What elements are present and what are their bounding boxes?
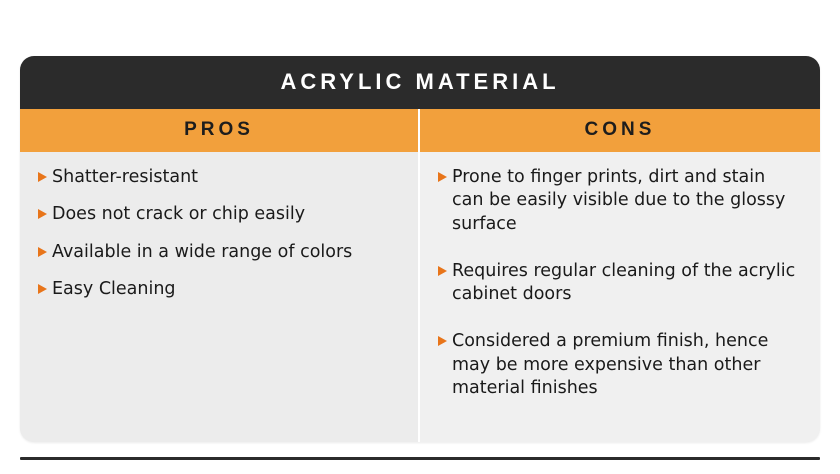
list-item [38, 203, 400, 226]
columns-body [20, 152, 820, 442]
triangle-right-icon [38, 209, 52, 219]
triangle-right-icon [38, 247, 52, 257]
list-item [438, 166, 802, 236]
list-item [438, 260, 802, 307]
cons-item-text: Prone to finger prints, dirt and stain can be easily visible due to the glossy surface [452, 167, 786, 234]
cons-item-text: Requires regular cleaning of the acrylic cabinet doors [452, 260, 796, 305]
triangle-right-icon [438, 266, 452, 276]
list-item [38, 166, 400, 189]
pros-column [20, 152, 420, 442]
list-item [38, 241, 400, 264]
pros-item-text: Easy Cleaning [52, 278, 176, 299]
triangle-right-icon [438, 172, 452, 182]
footer-divider [20, 457, 820, 460]
cons-column [420, 152, 820, 442]
cons-item-text: Considered a premium finish, hence may be more expensive than other material finishes [452, 331, 769, 398]
triangle-right-icon [38, 172, 52, 182]
triangle-right-icon [38, 284, 52, 294]
column-headers [20, 109, 820, 152]
cons-column-header: CONS [584, 119, 656, 140]
triangle-right-icon [438, 336, 452, 346]
pros-column-header: PROS [20, 109, 420, 152]
pros-item-text: Shatter-resistant [52, 167, 199, 187]
list-item [38, 278, 400, 301]
page-title: ACRYLIC MATERIAL [20, 56, 820, 109]
pros-item-text: Does not crack or chip easily [52, 204, 306, 225]
acrylic-material-card [20, 56, 820, 442]
pros-item-text: Available in a wide range of colors [52, 241, 353, 262]
list-item [438, 330, 802, 400]
